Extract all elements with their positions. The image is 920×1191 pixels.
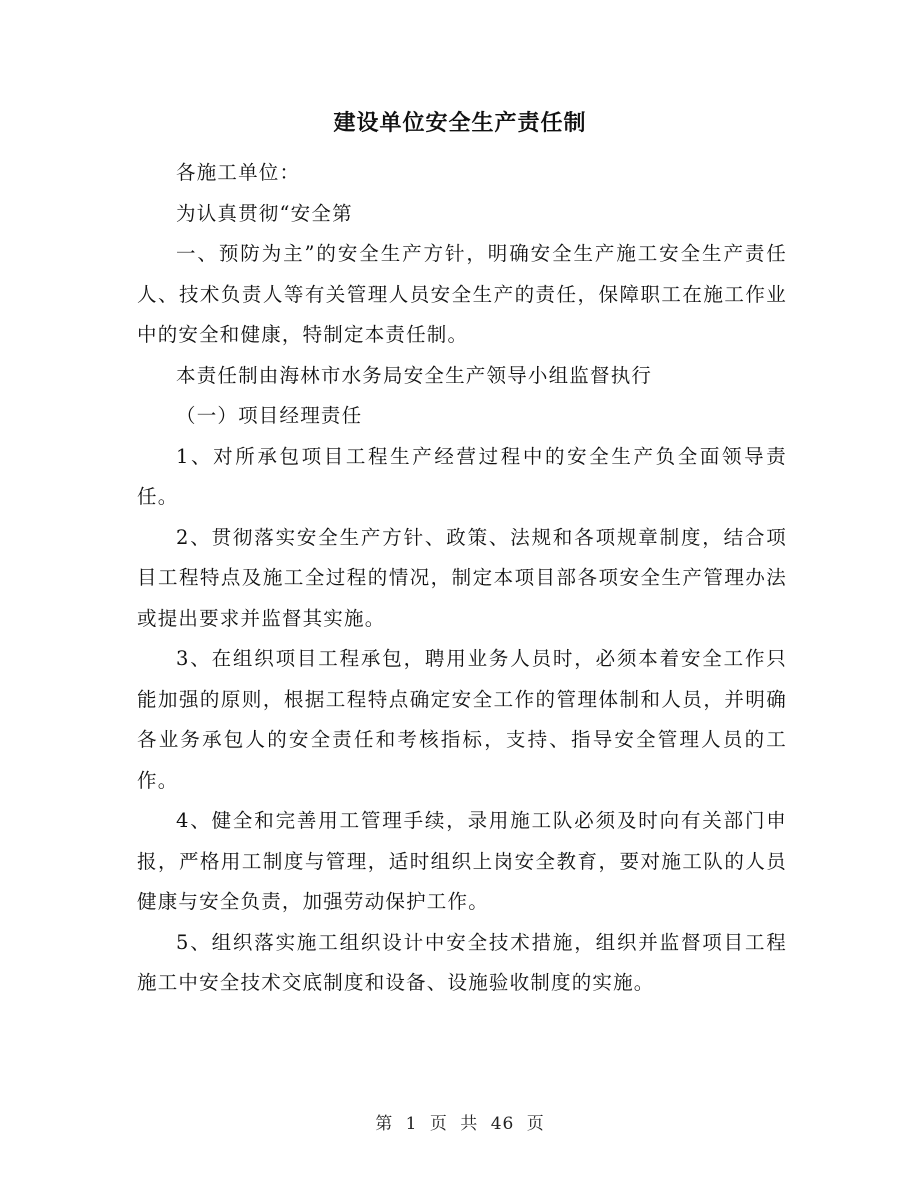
section-heading-project-manager: （一）项目经理责任 xyxy=(176,404,363,427)
document-body xyxy=(137,153,787,1004)
paragraph-intro-policy: 一、预防为主”的安全生产方针，明确安全生产施工安全生产责任人、技术负责人等有关管理人员安全生产的责任，保障职工在施工作业中的安全和健康，特制定本责任制。 xyxy=(137,242,787,346)
paragraph-item-1: 1、对所承包项目工程生产经营过程中的安全生产负全面领导责任。 xyxy=(137,444,787,508)
paragraph-intro-start: 为认真贯彻“安全第 xyxy=(176,201,353,225)
document-title: 建设单位安全生产责任制 xyxy=(333,111,587,136)
paragraph-salutation: 各施工单位： xyxy=(176,161,301,184)
paragraph-supervision: 本责任制由海林市水务局安全生产领导小组监督执行 xyxy=(176,363,653,387)
paragraph-item-5: 5、组织落实施工组织设计中安全技术措施，组织并监督项目工程施工中安全技术交底制度和设备、设施验收制度的实施。 xyxy=(137,930,787,994)
paragraph-item-3: 3、在组织项目工程承包，聘用业务人员时，必须本着安全工作只能加强的原则，根据工程特点确定安全工作的管理体制和人员，并明确各业务承包人的安全责任和考核指标，支持、指导安全管理人员的工作。 xyxy=(137,647,787,792)
paragraph-item-2: 2、贯彻落实安全生产方针、政策、法规和各项规章制度，结合项目工程特点及施工全过程的情况，制定本项目部各项安全生产管理办法或提出要求并监督其实施。 xyxy=(137,525,787,630)
paragraph-item-4: 4、健全和完善用工管理手续，录用施工队必须及时向有关部门申报，严格用工制度与管理，适时组织上岗安全教育，要对施工队的人员健康与安全负责，加强劳动保护工作。 xyxy=(137,809,787,913)
page-number-footer: 第 1 页 共 46 页 xyxy=(375,1114,545,1134)
